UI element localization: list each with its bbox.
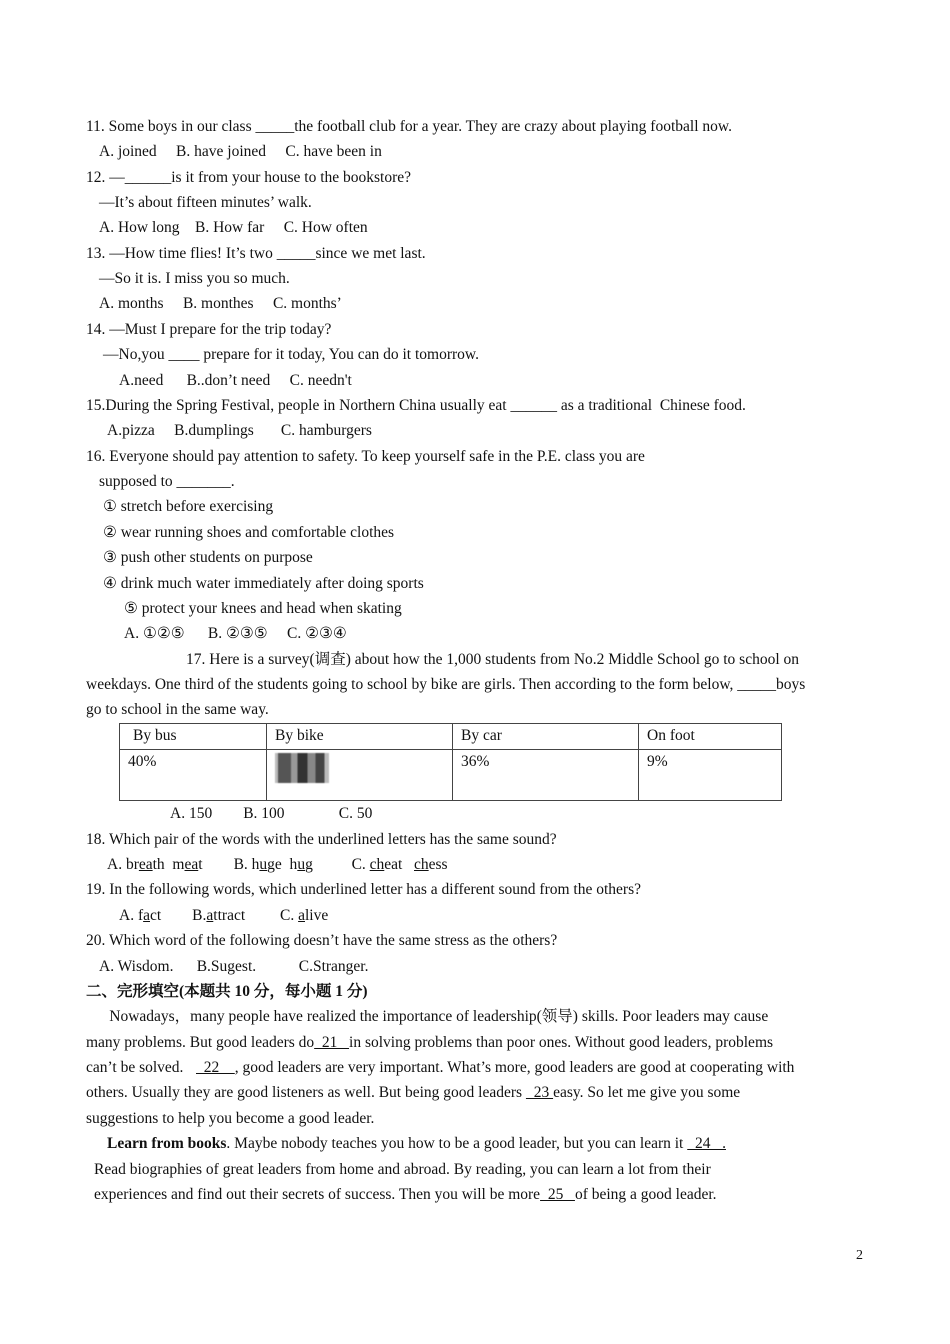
q19-text: live <box>305 907 329 924</box>
text-line: 14. —Must I prepare for the trip today? <box>86 321 332 338</box>
cloze-bold-lead: Learn from books <box>107 1135 227 1152</box>
blank-24: 24 . <box>687 1135 726 1152</box>
q18-text: ess <box>428 856 448 873</box>
text-line: ① stretch before exercising <box>103 498 274 515</box>
q19-text: A. f <box>119 907 144 924</box>
cloze-line <box>86 1033 773 1053</box>
cloze-line <box>107 1134 726 1154</box>
q18-text: t B. h <box>198 856 260 873</box>
text-line: ④ drink much water immediately after doing sports <box>103 575 424 592</box>
cloze-text: of being a good leader. <box>574 1186 717 1203</box>
cloze-line <box>86 1083 740 1103</box>
text-line: 17. Here is a survey(调查) about how the 1,000 students from No.2 Middle School go to school on <box>186 651 800 668</box>
text-line: 18. Which pair of the words with the underlined letters has the same sound? <box>86 831 557 848</box>
text-line: Nowadays，many people have realized the importance of leadership(领导) skills. Poor leaders may cause <box>86 1008 769 1025</box>
text-line: go to school in the same way. <box>86 701 269 718</box>
q18-underlined: ch <box>414 856 429 873</box>
table-header-cell: By bus <box>120 724 267 750</box>
text-line: —It’s about fifteen minutes’ walk. <box>99 194 312 211</box>
text-line: 12. —______is it from your house to the bookstore? <box>86 169 412 186</box>
obscured-image <box>275 753 329 783</box>
q19-underlined: a <box>298 907 305 924</box>
cloze-text: many problems. But good leaders do <box>86 1034 315 1051</box>
text-line: 15.During the Spring Festival, people in Northern China usually eat ______ as a traditional Chinese food. <box>86 397 746 414</box>
q18-underlined: ea <box>184 856 199 873</box>
survey-table <box>119 723 782 801</box>
cloze-line <box>94 1185 717 1205</box>
q18-underlined: ch <box>369 856 385 873</box>
text-line: Read biographies of great leaders from home and abroad. By reading, you can learn a lot from their <box>94 1161 711 1178</box>
blank-25: 25 <box>540 1186 575 1203</box>
text-line: supposed to _______. <box>99 473 235 490</box>
q19-underlined: a <box>206 907 214 924</box>
q18-text: th m <box>152 856 185 873</box>
text-line: ③ push other students on purpose <box>103 549 313 566</box>
text-line: 16. Everyone should pay attention to safety. To keep yourself safe in the P.E. class you are <box>86 448 645 465</box>
cloze-text: experiences and find out their secrets of success. Then you will be more <box>94 1186 541 1203</box>
text-line: A. joined B. have joined C. have been in <box>99 143 382 160</box>
text-line: A. How long B. How far C. How often <box>99 219 368 236</box>
table-header-cell: By bike <box>267 724 453 750</box>
table-cell: 36% <box>453 750 639 801</box>
text-line: A. 150 B. 100 C. 50 <box>170 805 373 822</box>
q18-text: ge h <box>267 856 298 873</box>
blank-22: 22 <box>196 1059 235 1076</box>
table-cell-image <box>267 750 453 801</box>
text-line: 19. In the following words, which underlined letter has a different sound from the others? <box>86 881 641 898</box>
text-line: suggestions to help you become a good leader. <box>86 1110 375 1127</box>
q19-options <box>119 906 328 926</box>
text-line: ⑤ protect your knees and head when skating <box>124 600 402 617</box>
cloze-text: , good leaders are very important. What’s more, good leaders are good at cooperating with <box>234 1059 795 1076</box>
q18-underlined: ea <box>138 856 153 873</box>
table-header-cell: On foot <box>639 724 782 750</box>
text-line: can’t be solved. <box>86 1059 184 1076</box>
text-line: A. Wisdom. B.Sugest. C.Stranger. <box>99 958 369 975</box>
text-line: A. ①②⑤ B. ②③⑤ C. ②③④ <box>124 625 347 642</box>
text-line: 13. —How time flies! It’s two _____since we met last. <box>86 245 426 262</box>
cloze-line <box>196 1058 794 1078</box>
q18-text: g C. <box>305 856 370 873</box>
text-line: —So it is. I miss you so much. <box>99 270 290 287</box>
table-row <box>120 750 782 801</box>
cloze-text: in solving problems than poor ones. Without good leaders, problems <box>349 1034 774 1051</box>
blank-21: 21 <box>314 1034 350 1051</box>
q18-underlined: u <box>259 856 268 873</box>
q19-text: ttract C. <box>213 907 299 924</box>
text-line: A. months B. monthes C. months’ <box>99 295 342 312</box>
q18-text: A. br <box>107 856 139 873</box>
cloze-text: easy. So let me give you some <box>553 1084 741 1101</box>
cloze-text: . Maybe nobody teaches you how to be a good leader, but you can learn it <box>226 1135 688 1152</box>
text-line: 20. Which word of the following doesn’t have the same stress as the others? <box>86 932 558 949</box>
table-cell: 9% <box>639 750 782 801</box>
text-line: weekdays. One third of the students going to school by bike are girls. Then according to the form below, _____boys <box>86 676 806 693</box>
table-cell: 40% <box>120 750 267 801</box>
table-header-row <box>120 724 782 750</box>
text-line: ② wear running shoes and comfortable clothes <box>103 524 395 541</box>
q18-underlined: u <box>297 856 306 873</box>
page-number: 2 <box>856 1248 863 1263</box>
text-line: A.pizza B.dumplings C. hamburgers <box>107 422 372 439</box>
q18-options <box>107 855 448 875</box>
text-line: —No,you ____ prepare for it today, You can do it tomorrow. <box>103 346 479 363</box>
q19-underlined: a <box>143 907 150 924</box>
q18-text: eat <box>384 856 414 873</box>
table-header-cell: By car <box>453 724 639 750</box>
blank-23: 23 <box>525 1084 554 1101</box>
text-line: 11. Some boys in our class _____the football club for a year. They are crazy about playing football now. <box>86 118 732 135</box>
q19-text: ct B. <box>150 907 207 924</box>
text-line: A.need B..don’t need C. needn't <box>119 372 352 389</box>
cloze-text: others. Usually they are good listeners as well. But being good leaders <box>86 1084 526 1101</box>
section-heading: 二、完形填空(本题共 10 分，每小题 1 分) <box>86 983 368 1000</box>
